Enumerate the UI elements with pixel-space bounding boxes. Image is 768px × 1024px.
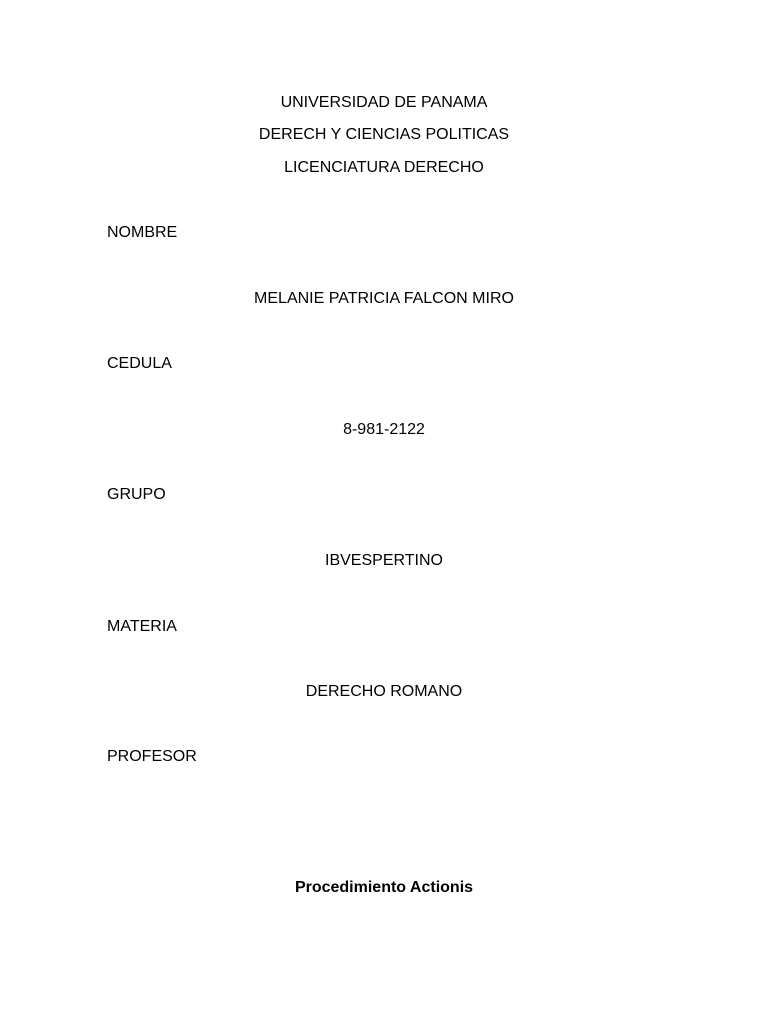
document-title: Procedimiento Actionis [294, 879, 474, 896]
cedula-label: CEDULA [107, 355, 172, 372]
program-name: LICENCIATURA DERECHO [284, 159, 484, 176]
materia-value: DERECHO ROMANO [305, 683, 463, 700]
grupo-label: GRUPO [107, 486, 166, 503]
faculty-name: DERECH Y CIENCIAS POLITICAS [258, 126, 510, 143]
nombre-label: NOMBRE [107, 224, 178, 241]
profesor-label: PROFESOR [107, 748, 197, 765]
cedula-value: 8-981-2122 [343, 421, 425, 438]
materia-label: MATERIA [107, 618, 177, 635]
university-name: UNIVERSIDAD DE PANAMA [280, 94, 488, 111]
grupo-value: IBVESPERTINO [325, 552, 443, 569]
nombre-value: MELANIE PATRICIA FALCON MIRO [254, 290, 514, 307]
